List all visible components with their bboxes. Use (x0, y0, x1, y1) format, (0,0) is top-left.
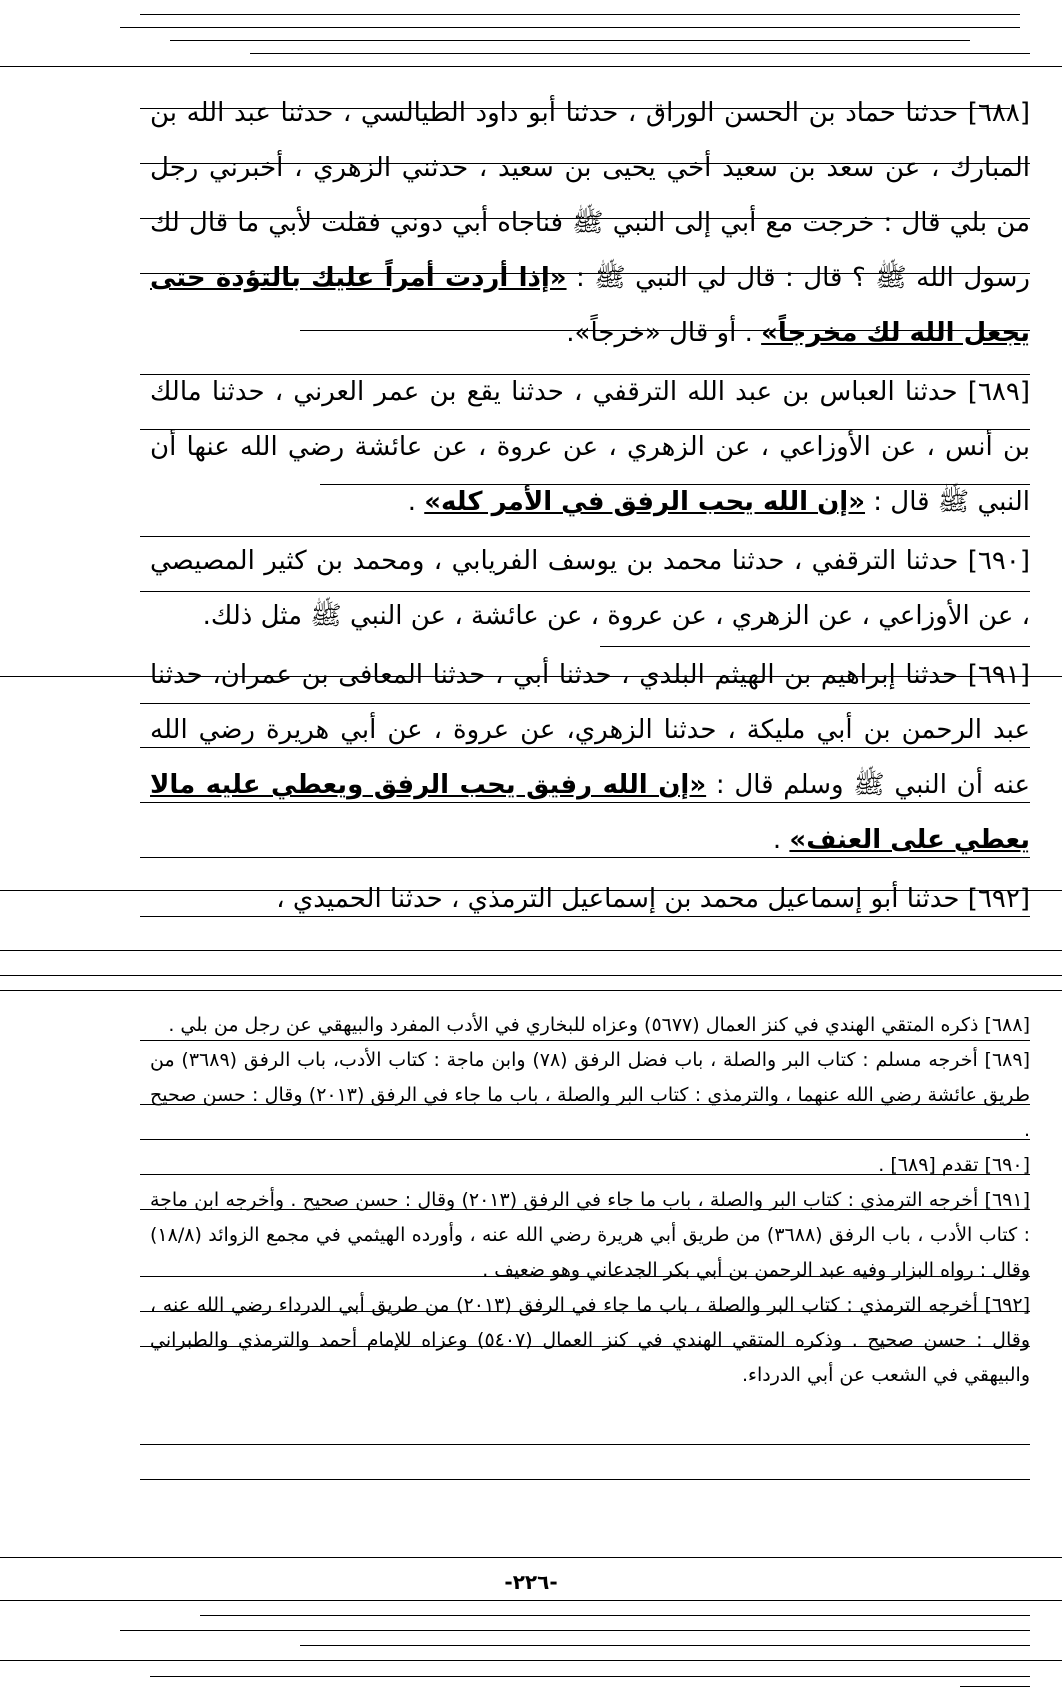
footnote-692: [٦٩٢] أخرجه الترمذي : كتاب البر والصلة ، باب ما جاء في الرفق (٢٠١٣) من طريق أبي الدرداء رضي الله عنه ، وقال : حسن صحيح . وذكره المتقي الهندي في كنز العمال (٥٤٠٧) وعزاه للإمام أحمد والترمذي والطبراني والبيهقي في الشعب عن أبي الدرداء. (150, 1294, 1031, 1386)
footnote-688: [٦٨٨] ذكره المتقي الهندي في كنز العمال (٥٦٧٧) وعزاه للبخاري في الأدب المفرد والبيهقي عن رجل من بلي . (168, 1014, 1030, 1036)
hadith-number: [٦٨٨] (967, 98, 1031, 128)
hadith-691 (150, 648, 1030, 868)
hadith-chain: حدثنا أبو إسماعيل محمد بن إسماعيل الترمذي ، حدثنا الحميدي ، (276, 884, 960, 914)
main-text (150, 86, 1030, 931)
hadith-matn: «إذا أردت أمراً عليك بالتؤدة حتى يجعل الله لك مخرجاً» (150, 263, 1030, 348)
hadith-689 (150, 365, 1030, 530)
hadith-tail: . (772, 825, 782, 855)
hadith-chain: حدثنا العباس بن عبد الله الترقفي ، حدثنا يقع بن عمر العرني ، حدثنا مالك بن أنس ، عن الأوزاعي ، عن الزهري ، عن عروة ، عن عائشة رضي الله عنها أن النبي ﷺ قال : (150, 377, 1030, 517)
hadith-matn: «إن الله يحب الرفق في الأمر كله» (424, 487, 866, 517)
hadith-number: [٦٩٠] (967, 546, 1031, 576)
hadith-chain: حدثنا حماد بن الحسن الوراق ، حدثنا أبو داود الطيالسي ، حدثنا عبد الله بن المبارك ، عن سعد بن سعيد أخي يحيى بن سعيد ، حدثني الزهري ، أخبرني رجل من بلي قال : خرجت مع أبي إلى النبي ﷺ فناجاه أبي دوني فقلت لأبي ما قال لك رسول الله ﷺ ؟ قال : قال لي النبي ﷺ : (150, 98, 1030, 293)
page-number: -٢٢٦- (504, 1570, 558, 1594)
hadith-688 (150, 86, 1030, 361)
footnotes (150, 1008, 1030, 1393)
footnote-690: [٦٩٠] تقدم [٦٨٩] . (878, 1154, 1030, 1176)
hadith-number: [٦٨٩] (967, 377, 1030, 407)
hadith-tail: . أو قال «خرجاً». (566, 318, 753, 348)
hadith-692 (150, 872, 1030, 927)
hadith-690 (150, 534, 1030, 644)
hadith-tail: . (407, 487, 416, 517)
footnote-691: [٦٩١] أخرجه الترمذي : كتاب البر والصلة ، باب ما جاء في الرفق (٢٠١٣) وقال : حسن صحيح . وأخرجه ابن ماجة : كتاب الأدب ، باب الرفق (٣٦٨٨) من طريق أبي هريرة رضي الله عنه ، وأورده الهيثمي في مجمع الزوائد (١٨/٨) وقال : رواه البزار وفيه عبد الرحمن بن أبي بكر الجدعاني وهو ضعيف . (150, 1189, 1031, 1281)
hadith-number: [٦٩٢] (967, 884, 1030, 914)
hadith-chain: حدثنا الترقفي ، حدثنا محمد بن يوسف الفريابي ، ومحمد بن كثير المصيصي ، عن الأوزاعي ، عن الزهري ، عن عروة ، عن عائشة ، عن النبي ﷺ مثل ذلك. (150, 546, 1030, 631)
hadith-chain: حدثنا إبراهيم بن الهيثم البلدي ، حدثنا أبي ، حدثنا المعافى بن عمران، حدثنا عبد الرحمن بن أبي مليكة ، حدثنا الزهري، عن عروة ، عن أبي هريرة رضي الله عنه أن النبي ﷺ وسلم قال : (150, 660, 1030, 800)
hadith-matn: «إن الله رفيق يحب الرفق ويعطي عليه مالا يعطي على العنف» (150, 770, 1030, 855)
hadith-number: [٦٩١] (967, 660, 1030, 690)
footnote-689: [٦٨٩] أخرجه مسلم : كتاب البر والصلة ، باب فضل الرفق (٧٨) وابن ماجة : كتاب الأدب، باب الرفق (٣٦٨٩) من طريق عائشة رضي الله عنهما ، والترمذي : كتاب البر والصلة ، باب ما جاء في الرفق (٢٠١٣) وقال : حسن صحيح . (150, 1049, 1031, 1141)
